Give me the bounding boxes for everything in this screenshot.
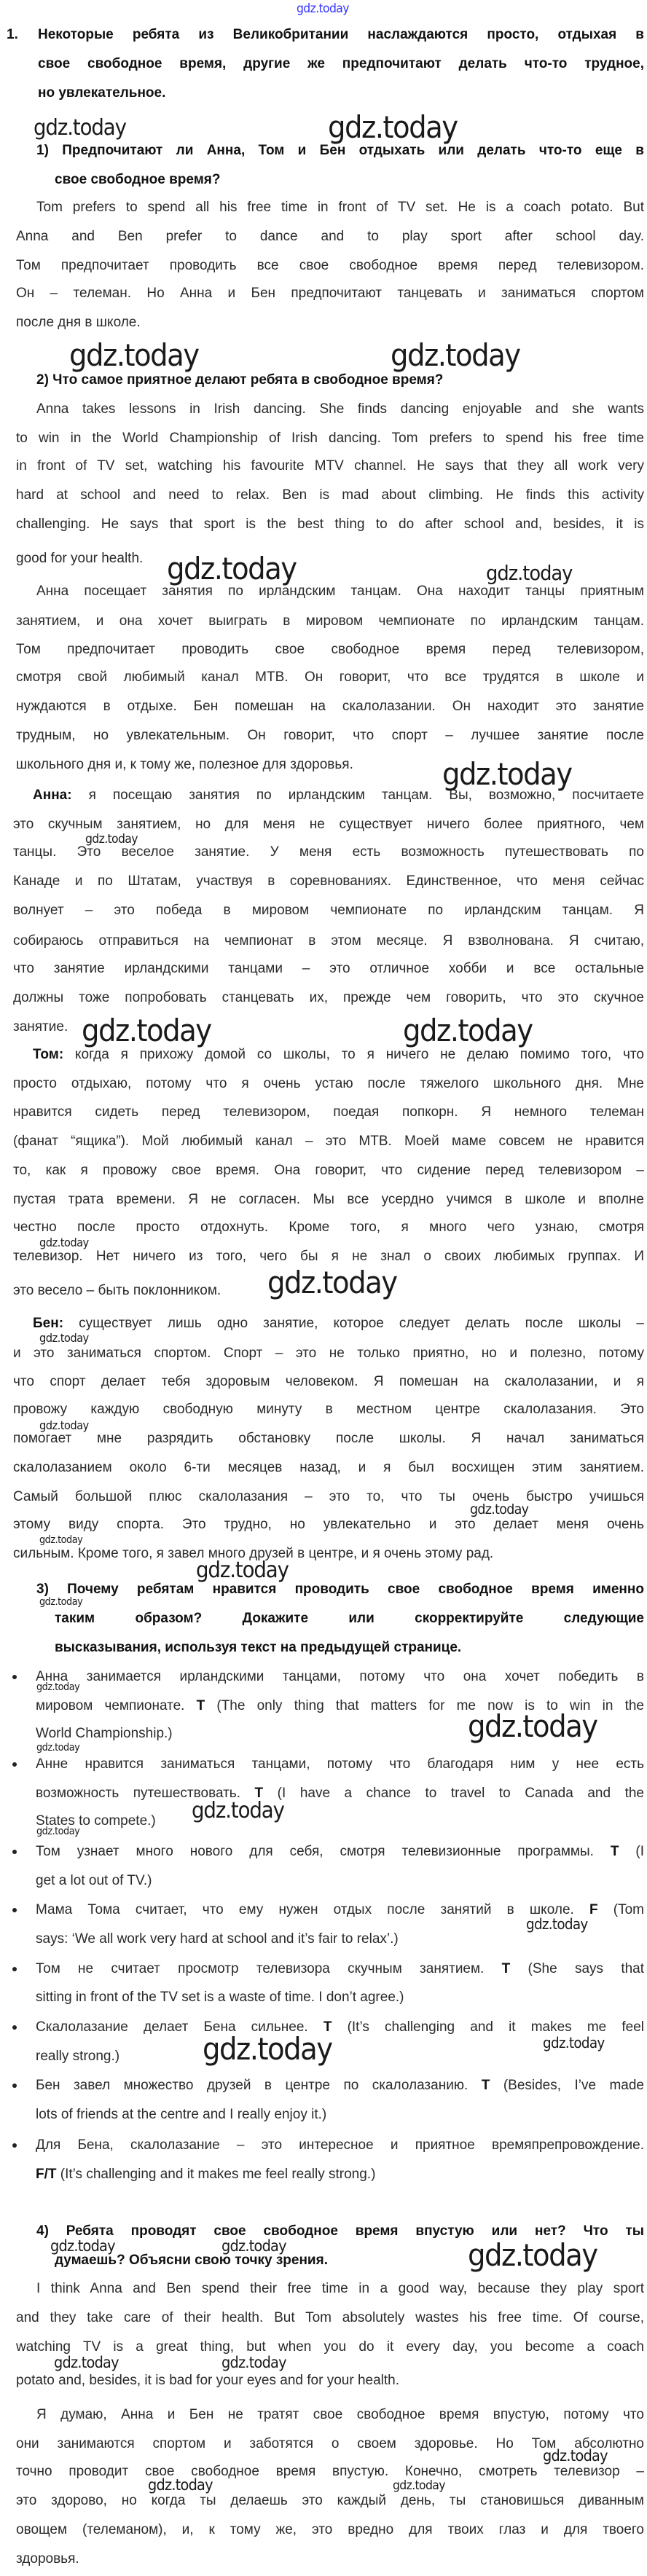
bullet-icon <box>12 2025 17 2030</box>
text-line: good for your health. <box>16 551 144 566</box>
text-line: Anna and Ben prefer to dance and to play sport after school day. <box>16 229 644 244</box>
heading-line: Некоторые ребята из Великобритании наслаждаются просто, отдыхая в <box>38 27 644 42</box>
statement-line: Анна занимается ирландскими танцами, потому что она хочет победить в <box>36 1669 644 1684</box>
text-line: школьного дня и, к тому же, полезное для здоровья. <box>16 757 353 772</box>
speaker-name: Анна: <box>33 788 72 803</box>
answer-mark: T <box>501 1961 511 1976</box>
text-segment: мировом чемпионате. <box>36 1698 197 1713</box>
text-line: watching TV is a great thing, but when you do it every day, you become a coach <box>16 2339 644 2355</box>
text-line: смотря свой любимый канал МТВ. Он говорит, что все трудятся в школе и <box>16 669 644 685</box>
watermark: gdz.today <box>36 1826 80 1838</box>
text-segment: Мама Тома считает, что ему нужен отдых после занятий в школе. <box>36 1902 589 1917</box>
text-line: точно проводит свое свободное время впустую. Конечно, смотреть телевизор – <box>16 2464 644 2479</box>
text-segment: Бен завел множество друзей в центре по скалолазанию. <box>36 2078 482 2093</box>
watermark: gdz.today <box>468 2237 597 2273</box>
bullet-icon <box>12 1908 17 1912</box>
text-segment: (I have a chance to travel to Canada and the <box>263 1786 644 1801</box>
watermark: gdz.today <box>543 2447 608 2465</box>
text-segment: (Besides, I’ve made <box>490 2078 644 2093</box>
text-line: что спорт делает тебя здоровым человеком. Я помешан на скалолазании, и я <box>13 1374 644 1389</box>
text-line: нуждаются в отдыхе. Бен помешан на скалолазании. Он находит это занятие <box>16 699 644 714</box>
text-line: это скучным занятием, но для меня не существует ничего более приятного, чем <box>13 817 644 832</box>
bullet-icon <box>12 1967 17 1971</box>
watermark: gdz.today <box>470 1501 529 1517</box>
watermark: gdz.today <box>39 1596 83 1609</box>
statement-line <box>36 1779 644 1808</box>
watermark: gdz.today <box>391 337 520 373</box>
watermark: gdz.today <box>442 755 572 792</box>
answer-mark: T <box>196 1698 205 1713</box>
bullet-icon <box>12 1762 17 1767</box>
text-line: Том предпочитает проводить все свое свободное время перед телевизором. <box>16 258 644 273</box>
site-logo-watermark: gdz.today <box>297 1 349 16</box>
answer-mark: T <box>323 2019 332 2035</box>
watermark: gdz.today <box>393 2478 445 2493</box>
watermark: gdz.today <box>39 1418 89 1433</box>
text-line: этому виду спорта. Это трудно, но увлекательно и это делает меня очень <box>13 1517 644 1532</box>
bullet-icon <box>12 1675 17 1679</box>
text-line: они занимаются спортом и заботятся о своем здоровье. Но Том абсолютно <box>16 2436 644 2451</box>
text-line: and they take care of their health. But Tom absolutely wastes his free time. Of course, <box>16 2310 644 2325</box>
text-line <box>33 1309 644 1338</box>
text-line: овощем (телеманом), и, к тому же, это вредно для твоих глаз и для твоего <box>16 2522 644 2537</box>
question-line: 1) Предпочитают ли Анна, Том и Бен отдыхать или делать что-то еще в <box>36 143 644 158</box>
text-segment: (It’s challenging and it makes me feel <box>332 2019 644 2035</box>
watermark: gdz.today <box>85 831 138 847</box>
text-line: Tom prefers to spend all his free time in front of TV set. He is a coach potato. But <box>36 200 644 215</box>
text-line: собираюсь отправиться на чемпионат в этом месяце. Я взволнована. Я считаю, <box>13 933 644 949</box>
text-line: просто отдыхаю, потому что я очень устаю после тяжелого школьного дня. Мне <box>13 1076 644 1091</box>
text-line: Самый большой плюс скалолазания – это то, что ты очень быстро учишься <box>13 1489 644 1504</box>
text-line: Anna takes lessons in Irish dancing. She finds dancing enjoyable and she wants <box>36 401 644 417</box>
text-line: Канаде и по Штатам, участвуя в соревнованиях. Единственное, что меня сейчас <box>13 873 644 889</box>
statement-line: sitting in front of the TV set is a waste of time. I don’t agree.) <box>36 1990 404 2005</box>
text-line: Анна посещает занятия по ирландским танцам. Она находит танцы приятным <box>36 584 644 599</box>
text-segment: возможность путешествовать. <box>36 1786 255 1801</box>
bullet-icon <box>12 2084 17 2088</box>
text-line: Я думаю, Анна и Бен не тратят свое свободное время впустую, потому что <box>36 2407 644 2422</box>
text-segment: Скалолазание делает Бена сильнее. <box>36 2019 324 2035</box>
statement-line: get a lot out of TV.) <box>36 1873 152 1888</box>
question-line: 4) Ребята проводят свое свободное время впустую или нет? Что ты <box>36 2223 644 2239</box>
watermark: gdz.today <box>543 2034 605 2051</box>
text-line: провожу каждую свободную минуту в местном центре скалолазания. Это <box>13 1402 644 1417</box>
watermark: gdz.today <box>468 1708 597 1744</box>
watermark: gdz.today <box>36 1742 80 1754</box>
text-line: то, как я провожу свое время. Она говорит, что сидение перед телевизором – <box>13 1163 644 1178</box>
question-line: таким образом? Докажите или скорректируйте следующие <box>55 1611 644 1626</box>
text-line: трудным, но увлекательным. Он говорит, что спорт – лучшее занятие после <box>16 728 644 743</box>
text-segment: (It’s challenging and it makes me feel really strong.) <box>56 2167 376 2182</box>
text-line: (фанат “ящика”). Мой любимый канал – это МТВ. Моей маме совсем не нравится <box>13 1134 644 1149</box>
text-line: и это заниматься спортом. Спорт – это не только приятно, но и полезно, потому <box>13 1346 644 1361</box>
text-segment: существует лишь одно занятие, которое следует делать после школы – <box>63 1316 644 1331</box>
text-line: после дня в школе. <box>16 315 141 330</box>
text-line: I think Anna and Ben spend their free time in a good way, because they play sport <box>36 2281 644 2296</box>
text-line: занятием, и она хочет выиграть в мировом чемпионате по ирландским танцам. <box>16 613 644 629</box>
text-line: скалолазанием около 6-ти месяцев назад, и я был восхищен этим занятием. <box>13 1460 644 1475</box>
text-line: challenging. He says that sport is the best thing to do after school and, besides, it is <box>16 517 644 532</box>
answer-mark: T <box>481 2078 490 2093</box>
text-segment: (Tom <box>597 1902 645 1917</box>
text-line: hard at school and need to relax. Ben is mad about climbing. He finds this activity <box>16 487 644 503</box>
bullet-icon <box>12 1850 17 1854</box>
text-segment: когда я прихожу домой со школы, то я ничего не делаю помимо того, что <box>63 1047 644 1062</box>
watermark: gdz.today <box>221 2354 286 2372</box>
statement-line: States to compete.) <box>36 1813 156 1829</box>
text-line: это здорово, но когда ты делаешь это каждый день, ты становишься диванным <box>16 2493 644 2508</box>
text-line: здоровья. <box>16 2551 79 2567</box>
text-line: что занятие ирландскими танцами – это отличное хобби и все остальные <box>13 961 644 976</box>
watermark: gdz.today <box>526 1915 588 1933</box>
text-segment: (I <box>619 1844 644 1859</box>
statement-line: really strong.) <box>36 2049 120 2064</box>
question-line: свое свободное время? <box>55 172 221 187</box>
answer-mark: F/T <box>36 2167 57 2182</box>
watermark: gdz.today <box>54 2354 119 2372</box>
statement-line: Анне нравится заниматься танцами, потому что благодаря ним у нее есть <box>36 1756 644 1772</box>
answer-mark: T <box>610 1844 619 1859</box>
watermark: gdz.today <box>203 2030 332 2067</box>
watermark: gdz.today <box>39 1236 89 1250</box>
text-line: potato and, besides, it is bad for your eyes and for your health. <box>16 2373 399 2388</box>
statement-line: Для Бена, скалолазание – это интересное и приятное времяпрепровождение. <box>36 2137 644 2153</box>
watermark: gdz.today <box>39 1534 83 1547</box>
text-line: Том предпочитает проводить свое свободное время перед телевизором, <box>16 642 644 657</box>
watermark: gdz.today <box>167 550 297 586</box>
text-segment: (The only thing that matters for me now is to win in the <box>205 1698 644 1713</box>
watermark: gdz.today <box>39 1331 89 1346</box>
heading-number: 1. <box>7 27 18 42</box>
watermark: gdz.today <box>267 1264 397 1300</box>
heading-line: свое свободное время, другие же предпочитают делать что-то трудное, <box>38 56 644 71</box>
answer-mark: T <box>254 1786 264 1801</box>
question-line: 2) Что самое приятное делают ребята в свободное время? <box>36 372 444 388</box>
text-line: сильным. Кроме того, я завел много друзей в центре, и я очень этому рад. <box>13 1546 494 1561</box>
text-line: Он – телеман. Но Анна и Бен предпочитают танцевать и заниматься спортом <box>16 286 644 301</box>
text-line: занятие. <box>13 1019 68 1034</box>
statement-line <box>36 2071 644 2100</box>
text-line: to win in the World Championship of Irish dancing. Tom prefers to spend his free time <box>16 431 644 446</box>
watermark: gdz.today <box>50 2237 115 2255</box>
statement-line: World Championship.) <box>36 1726 173 1741</box>
question-line: думаешь? Объясни свою точку зрения. <box>55 2253 328 2268</box>
statement-line: says: ‘We all work very hard at school and it’s fair to relax’.) <box>36 1931 399 1947</box>
watermark: gdz.today <box>403 1012 533 1048</box>
text-line: помогает мне разрядить обстановку после школы. Я начал заниматься <box>13 1431 644 1446</box>
answer-mark: F <box>589 1902 598 1917</box>
watermark: gdz.today <box>34 114 126 141</box>
statement-line <box>36 2160 644 2189</box>
question-line: высказывания, используя текст на предыдущей странице. <box>55 1640 462 1655</box>
text-line: in front of TV set, watching his favourite MTV channel. He says that they all work very <box>16 458 644 474</box>
text-segment: Том не считает просмотр телевизора скучным занятием. <box>36 1961 502 1976</box>
watermark: gdz.today <box>196 1557 289 1583</box>
text-line: волнует – это победа в мировом чемпионате по ирландским танцам. Я <box>13 903 644 918</box>
watermark: gdz.today <box>82 1012 211 1048</box>
text-line: честно после просто отдохнуть. Кроме того, я много чего узнаю, смотря <box>13 1220 644 1235</box>
watermark: gdz.today <box>192 1797 284 1823</box>
heading-line: но увлекательное. <box>38 85 166 101</box>
text-segment: Том узнает много нового для себя, смотря телевизионные программы. <box>36 1844 611 1859</box>
text-line: танцы. Это веселое занятие. У меня есть возможность путешествовать по <box>13 844 644 860</box>
watermark: gdz.today <box>69 337 199 373</box>
text-line: должны тоже попробовать станцевать их, прежде чем говорить, что это скучное <box>13 990 644 1005</box>
watermark: gdz.today <box>148 2476 213 2494</box>
text-line: это весело – быть поклонником. <box>13 1283 221 1298</box>
statement-line <box>36 1955 644 1984</box>
text-line: нравится сидеть перед телевизором, поедая попкорн. Я немного телеман <box>13 1104 644 1120</box>
speaker-name: Бен: <box>33 1316 64 1331</box>
text-segment: я посещаю занятия по ирландским танцам. Вы, возможно, посчитаете <box>71 788 644 803</box>
watermark: gdz.today <box>486 560 573 585</box>
text-line: пустая трата времени. Я не согласен. Мы все усердно учимся в школе и вполне <box>13 1192 644 1207</box>
watermark: gdz.today <box>36 1681 80 1694</box>
text-line: телевизор. Нет ничего из того, чего бы я не знал о своих любимых группах. И <box>13 1249 644 1264</box>
speaker-name: Том: <box>33 1047 64 1062</box>
bullet-icon <box>12 2143 17 2148</box>
statement-line <box>36 1837 644 1866</box>
question-line: 3) Почему ребятам нравится проводить свое свободное время именно <box>36 1582 644 1597</box>
watermark: gdz.today <box>221 2237 286 2255</box>
watermark: gdz.today <box>328 109 458 145</box>
statement-line: lots of friends at the centre and I really enjoy it.) <box>36 2107 327 2122</box>
text-segment: (She says that <box>510 1961 645 1976</box>
